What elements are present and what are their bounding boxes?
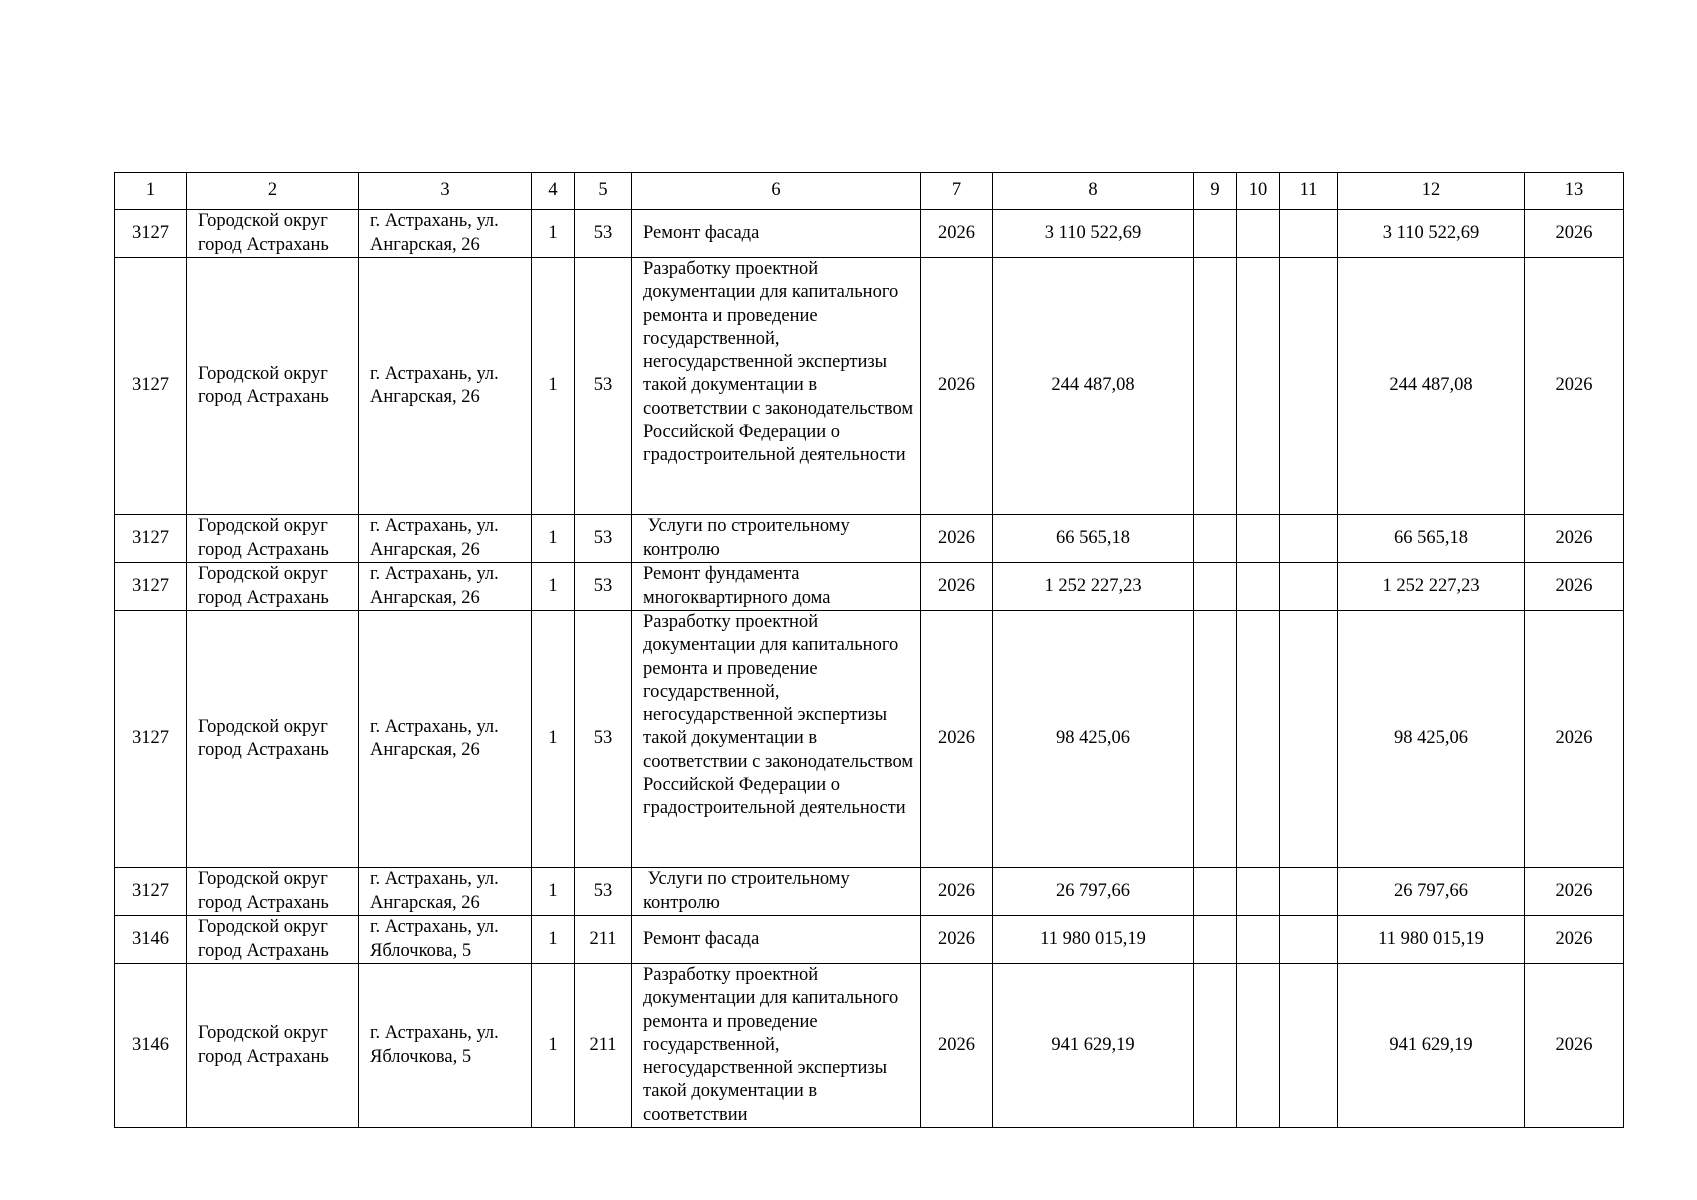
column-header: 2 xyxy=(187,173,359,210)
table-row xyxy=(115,210,1624,258)
col11-cell xyxy=(1280,563,1338,611)
col5-cell: 53 xyxy=(575,868,632,916)
col10-cell xyxy=(1237,916,1280,964)
col10-cell xyxy=(1237,563,1280,611)
completion-year-cell: 2026 xyxy=(1525,916,1624,964)
cost-cell: 1 252 227,23 xyxy=(993,563,1194,611)
year-cell: 2026 xyxy=(921,515,993,563)
work-type-cell: Услуги по строительному контролю xyxy=(632,868,921,916)
work-type-cell: Разработку проектной документации для капитального ремонта и проведение государственной, негосударственной экспертизы такой документации в соответствии с законодательством Российской Федерации о градостроительной деятельности xyxy=(632,611,921,868)
municipality-cell: Городской округ город Астрахань xyxy=(187,210,359,258)
completion-year-cell: 2026 xyxy=(1525,868,1624,916)
fund-cost-cell: 941 629,19 xyxy=(1338,964,1525,1128)
table-row xyxy=(115,515,1624,563)
work-type-cell: Разработку проектной документации для капитального ремонта и проведение государственной, негосударственной экспертизы такой документации в соответствии с законодательством Российской Федерации о градостроительной деятельности xyxy=(632,258,921,515)
table-header-row xyxy=(115,173,1624,210)
completion-year-cell: 2026 xyxy=(1525,258,1624,515)
col5-cell: 211 xyxy=(575,964,632,1128)
house-code-cell: 3127 xyxy=(115,563,187,611)
work-type-cell: Ремонт фасада xyxy=(632,210,921,258)
col4-cell: 1 xyxy=(532,210,575,258)
col4-cell: 1 xyxy=(532,916,575,964)
table-row xyxy=(115,611,1624,868)
cost-cell: 26 797,66 xyxy=(993,868,1194,916)
municipality-cell: Городской округ город Астрахань xyxy=(187,916,359,964)
address-cell: г. Астрахань, ул. Яблочкова, 5 xyxy=(359,916,532,964)
column-header: 12 xyxy=(1338,173,1525,210)
address-cell: г. Астрахань, ул. Яблочкова, 5 xyxy=(359,964,532,1128)
column-header: 4 xyxy=(532,173,575,210)
fund-cost-cell: 98 425,06 xyxy=(1338,611,1525,868)
house-code-cell: 3127 xyxy=(115,515,187,563)
address-cell: г. Астрахань, ул. Ангарская, 26 xyxy=(359,611,532,868)
work-type-cell: Ремонт фундамента многоквартирного дома xyxy=(632,563,921,611)
table-row xyxy=(115,916,1624,964)
column-header: 5 xyxy=(575,173,632,210)
col11-cell xyxy=(1280,916,1338,964)
works-table xyxy=(114,172,1624,1128)
col5-cell: 53 xyxy=(575,563,632,611)
col9-cell xyxy=(1194,258,1237,515)
column-header: 13 xyxy=(1525,173,1624,210)
col9-cell xyxy=(1194,611,1237,868)
column-header: 10 xyxy=(1237,173,1280,210)
house-code-cell: 3127 xyxy=(115,258,187,515)
municipality-cell: Городской округ город Астрахань xyxy=(187,964,359,1128)
year-cell: 2026 xyxy=(921,868,993,916)
col10-cell xyxy=(1237,258,1280,515)
fund-cost-cell: 66 565,18 xyxy=(1338,515,1525,563)
year-cell: 2026 xyxy=(921,611,993,868)
work-type-cell: Ремонт фасада xyxy=(632,916,921,964)
col5-cell: 53 xyxy=(575,611,632,868)
table-row xyxy=(115,964,1624,1128)
fund-cost-cell: 244 487,08 xyxy=(1338,258,1525,515)
table-row xyxy=(115,258,1624,515)
col4-cell: 1 xyxy=(532,515,575,563)
col10-cell xyxy=(1237,515,1280,563)
table-row xyxy=(115,868,1624,916)
address-cell: г. Астрахань, ул. Ангарская, 26 xyxy=(359,563,532,611)
col9-cell xyxy=(1194,515,1237,563)
column-header: 3 xyxy=(359,173,532,210)
column-header: 11 xyxy=(1280,173,1338,210)
work-type-cell: Услуги по строительному контролю xyxy=(632,515,921,563)
col4-cell: 1 xyxy=(532,258,575,515)
cost-cell: 66 565,18 xyxy=(993,515,1194,563)
address-cell: г. Астрахань, ул. Ангарская, 26 xyxy=(359,210,532,258)
col5-cell: 53 xyxy=(575,515,632,563)
col4-cell: 1 xyxy=(532,964,575,1128)
col10-cell xyxy=(1237,611,1280,868)
completion-year-cell: 2026 xyxy=(1525,563,1624,611)
col10-cell xyxy=(1237,964,1280,1128)
address-cell: г. Астрахань, ул. Ангарская, 26 xyxy=(359,258,532,515)
col11-cell xyxy=(1280,210,1338,258)
column-header: 8 xyxy=(993,173,1194,210)
municipality-cell: Городской округ город Астрахань xyxy=(187,258,359,515)
house-code-cell: 3127 xyxy=(115,868,187,916)
address-cell: г. Астрахань, ул. Ангарская, 26 xyxy=(359,515,532,563)
table-row xyxy=(115,563,1624,611)
completion-year-cell: 2026 xyxy=(1525,210,1624,258)
col9-cell xyxy=(1194,210,1237,258)
municipality-cell: Городской округ город Астрахань xyxy=(187,868,359,916)
year-cell: 2026 xyxy=(921,964,993,1128)
fund-cost-cell: 11 980 015,19 xyxy=(1338,916,1525,964)
year-cell: 2026 xyxy=(921,258,993,515)
col10-cell xyxy=(1237,210,1280,258)
col10-cell xyxy=(1237,868,1280,916)
column-header: 1 xyxy=(115,173,187,210)
year-cell: 2026 xyxy=(921,563,993,611)
col5-cell: 53 xyxy=(575,210,632,258)
cost-cell: 11 980 015,19 xyxy=(993,916,1194,964)
cost-cell: 98 425,06 xyxy=(993,611,1194,868)
cost-cell: 3 110 522,69 xyxy=(993,210,1194,258)
col5-cell: 53 xyxy=(575,258,632,515)
col9-cell xyxy=(1194,563,1237,611)
col9-cell xyxy=(1194,964,1237,1128)
col11-cell xyxy=(1280,515,1338,563)
house-code-cell: 3127 xyxy=(115,611,187,868)
year-cell: 2026 xyxy=(921,210,993,258)
cost-cell: 941 629,19 xyxy=(993,964,1194,1128)
col11-cell xyxy=(1280,868,1338,916)
house-code-cell: 3146 xyxy=(115,964,187,1128)
col4-cell: 1 xyxy=(532,611,575,868)
municipality-cell: Городской округ город Астрахань xyxy=(187,563,359,611)
cost-cell: 244 487,08 xyxy=(993,258,1194,515)
fund-cost-cell: 1 252 227,23 xyxy=(1338,563,1525,611)
col11-cell xyxy=(1280,258,1338,515)
house-code-cell: 3146 xyxy=(115,916,187,964)
municipality-cell: Городской округ город Астрахань xyxy=(187,515,359,563)
col9-cell xyxy=(1194,868,1237,916)
col11-cell xyxy=(1280,611,1338,868)
completion-year-cell: 2026 xyxy=(1525,964,1624,1128)
municipality-cell: Городской округ город Астрахань xyxy=(187,611,359,868)
address-cell: г. Астрахань, ул. Ангарская, 26 xyxy=(359,868,532,916)
work-type-cell: Разработку проектной документации для капитального ремонта и проведение государственной, негосударственной экспертизы такой документации в соответствии xyxy=(632,964,921,1128)
column-header: 9 xyxy=(1194,173,1237,210)
year-cell: 2026 xyxy=(921,916,993,964)
col5-cell: 211 xyxy=(575,916,632,964)
col4-cell: 1 xyxy=(532,563,575,611)
fund-cost-cell: 26 797,66 xyxy=(1338,868,1525,916)
col9-cell xyxy=(1194,916,1237,964)
fund-cost-cell: 3 110 522,69 xyxy=(1338,210,1525,258)
column-header: 7 xyxy=(921,173,993,210)
col11-cell xyxy=(1280,964,1338,1128)
completion-year-cell: 2026 xyxy=(1525,515,1624,563)
house-code-cell: 3127 xyxy=(115,210,187,258)
col4-cell: 1 xyxy=(532,868,575,916)
completion-year-cell: 2026 xyxy=(1525,611,1624,868)
column-header: 6 xyxy=(632,173,921,210)
